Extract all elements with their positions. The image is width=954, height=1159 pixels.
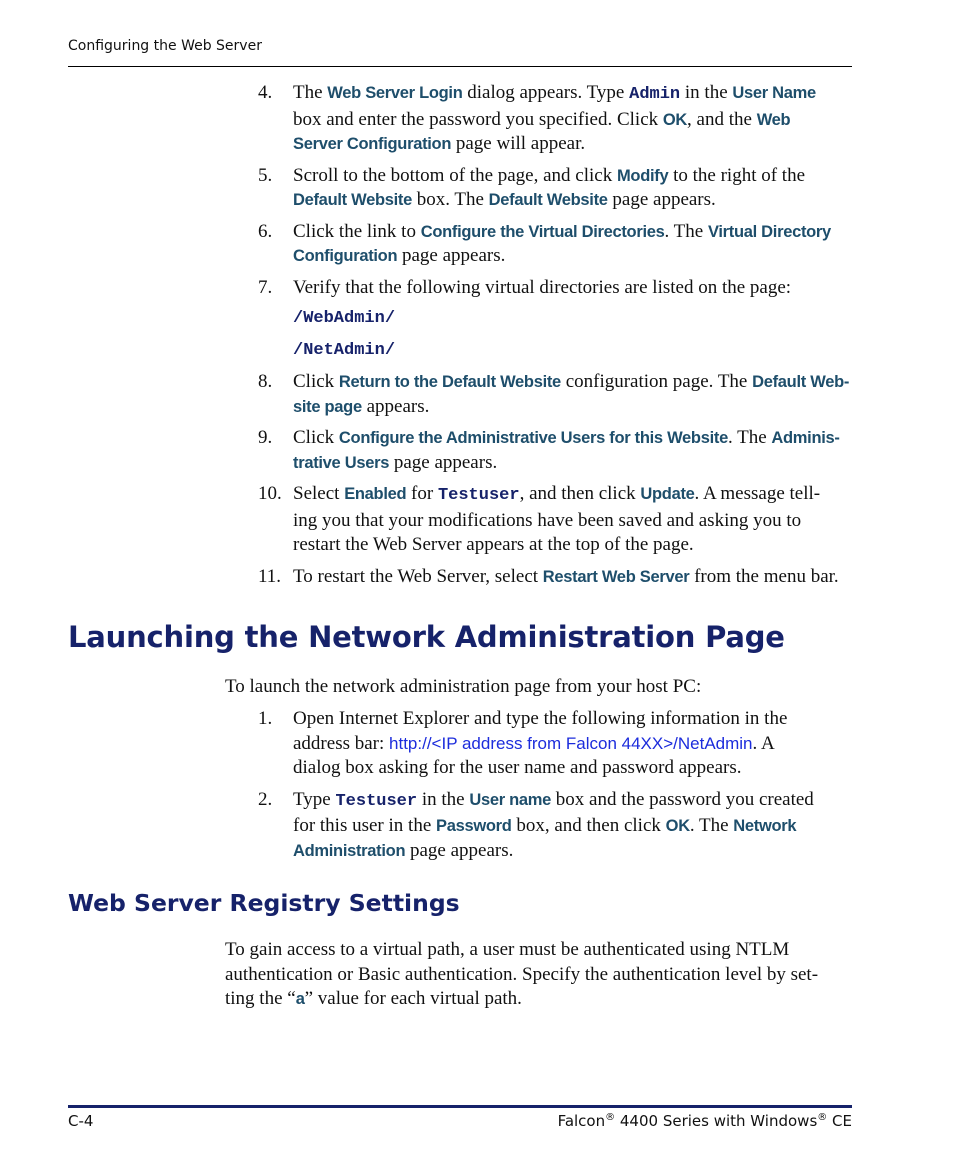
header-rule	[68, 66, 852, 67]
step-number: 4.	[258, 82, 273, 103]
ui-term: Virtual Directory	[707, 222, 831, 241]
ui-term: OK	[662, 110, 688, 129]
section-heading: Launching the Network Administration Page	[68, 620, 785, 654]
step-number: 9.	[258, 427, 273, 448]
ui-term: Restart Web Server	[542, 567, 690, 586]
ui-term: Return to the Default Website	[338, 373, 561, 391]
web-server-steps	[258, 81, 854, 589]
list-item: 9. Click Configure the Administrative Users for this Website. The Adminis- trative Users page appears.	[258, 427, 840, 473]
step-number: 1.	[258, 708, 273, 729]
step-number: 5.	[258, 164, 273, 186]
step-number: 2.	[258, 788, 273, 810]
list-item: 11. To restart the Web Server, select Restart Web Server from the menu bar.	[258, 565, 854, 590]
list-item: 1. Open Internet Explorer and type the following information in the address bar: http://<IP address from Falcon 44XX>/NetAdmin. A dialog box asking for the user name and password appears.	[258, 708, 788, 778]
ui-term: Network	[733, 817, 797, 835]
registry-paragraph: To gain access to a virtual path, a user must be authenticated using NTLM authentication or Basic authentication. Specify the authentication level by set- ting the “a” value for each virtual path.	[225, 939, 819, 1009]
footer-rule	[68, 1105, 852, 1108]
ui-term: Administration	[293, 841, 406, 860]
list-item: 10. Select Enabled for Testuser, and then click Update. A message tell- ing you that your modifications have been saved and asking you to restart the Web Server appears at the top of the page.	[258, 483, 821, 555]
ui-term: Web Server Login	[327, 84, 463, 102]
ui-term: User Name	[732, 84, 816, 102]
ui-term: Enabled	[344, 485, 407, 503]
ui-term: User name	[469, 790, 552, 809]
subsection-heading: Web Server Registry Settings	[68, 889, 460, 917]
list-item: 7. Verify that the following virtual directories are listed on the page: /WebAdmin/ /NetAdmin/	[258, 276, 854, 364]
ui-term: trative Users	[293, 453, 390, 472]
intro-text: To launch the network administration page from your host PC:	[225, 676, 702, 697]
ui-term: OK	[665, 817, 690, 835]
code-term: Testuser	[335, 791, 418, 811]
footer-product-title: Falcon® 4400 Series with Windows® CE	[557, 1112, 852, 1130]
virtual-directory-path: /WebAdmin/	[293, 309, 396, 328]
ui-term: Adminis-	[771, 429, 840, 447]
network-admin-steps	[258, 707, 854, 863]
list-item: 4. The Web Server Login dialog appears. Type Admin in the User Name box and enter the password you specified. Click OK, and the Web Server Configuration page will appear.	[258, 82, 816, 154]
running-head: Configuring the Web Server	[68, 38, 262, 54]
ui-term: a	[295, 990, 305, 1008]
code-term: Testuser	[437, 486, 520, 505]
code-term: Admin	[629, 85, 681, 104]
ui-term: Server Configuration	[293, 135, 452, 153]
ui-term: Configure the Virtual Directories	[420, 222, 665, 241]
list-item: 2. Type Testuser in the User name box and the password you created for this user in the Password box, and then click OK. The Network Administration page appears.	[258, 788, 814, 861]
ui-term: Password	[436, 817, 512, 835]
page-number: C-4	[68, 1112, 94, 1130]
step-number: 6.	[258, 220, 273, 242]
ui-term: Update	[640, 485, 695, 503]
step-number: 7.	[258, 276, 273, 298]
ui-term: Configure the Administrative Users for this Website	[338, 429, 728, 447]
url-text: http://<IP address from Falcon 44XX>/NetAdmin	[389, 733, 753, 753]
ui-term: Default Website	[488, 191, 608, 209]
list-item: 5. Scroll to the bottom of the page, and click Modify to the right of the Default Website box. The Default Website page appears.	[258, 164, 806, 210]
step-number: 8.	[258, 371, 273, 392]
ui-term: Default Web-	[752, 373, 850, 391]
step-number: 10.	[258, 483, 282, 504]
list-item: 6. Click the link to Configure the Virtual Directories. The Virtual Directory Configuration page appears.	[258, 220, 831, 266]
virtual-directory-path: /NetAdmin/	[293, 340, 396, 360]
ui-term: Default Website	[293, 191, 412, 209]
list-item: 8. Click Return to the Default Website configuration page. The Default Web- site page appears.	[258, 371, 850, 417]
ui-term: Web	[756, 110, 791, 129]
ui-term: site page	[293, 397, 362, 416]
ui-term: Configuration	[293, 247, 398, 265]
ui-term: Modify	[616, 166, 669, 185]
step-number: 11.	[258, 565, 282, 587]
